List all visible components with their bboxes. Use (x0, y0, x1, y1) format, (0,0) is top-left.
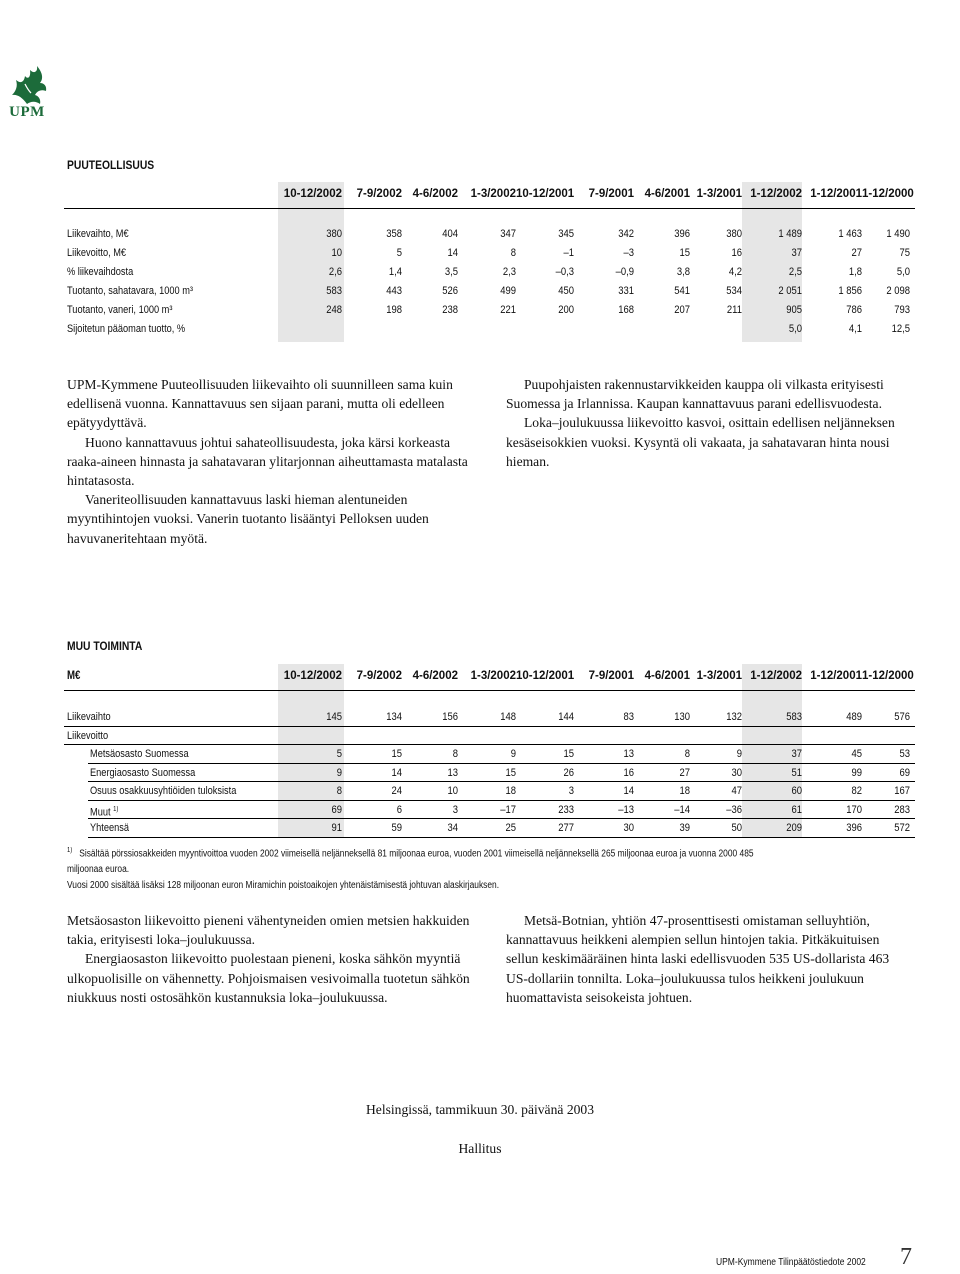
table-cell: –36 (726, 803, 742, 816)
row-label-text: Liikevoitto (67, 729, 109, 742)
table-cell: 15 (679, 247, 690, 259)
page-number: 7 (900, 1244, 912, 1270)
table-cell: 1 463 (838, 228, 862, 240)
muu-text-right (506, 911, 912, 1007)
table-cell: 45 (851, 748, 862, 760)
table-cell: 905 (786, 304, 802, 316)
footer-text: UPM-Kymmene Tilinpäätöstiedote 2002 (716, 1257, 866, 1268)
row-label (90, 764, 195, 782)
footnote-line: Sisältää pörssiosakkeiden myyntivoittoa vuoden 2002 viimeisellä neljänneksellä 81 miljoonaa euroa, vuoden 2001 viimeisellä neljänneksellä 265 miljoonaa euroa ja vuonna 2000 485 miljoonaa euroa. (67, 848, 754, 876)
footnote-line: Vuosi 2000 sisältää lisäksi 128 miljoonan euron Miramichin poistoaikojen yhtenäistämisestä johtuvan alaskirjauksen. (67, 880, 500, 892)
griffin-icon (4, 64, 50, 106)
table-cell: 170 (846, 803, 862, 816)
table-row (64, 819, 915, 837)
table-cell: 380 (726, 228, 742, 240)
row-label (67, 727, 108, 745)
column-header: 1-3/2002 (470, 670, 516, 682)
column-header: 10-12/2002 (283, 188, 342, 200)
table-cell: 526 (442, 285, 458, 297)
table-row (64, 282, 915, 300)
table-cell: 16 (623, 766, 634, 779)
table-cell: 18 (505, 785, 516, 797)
row-label-text: Tuotanto, vaneri, 1000 m³ (67, 304, 173, 316)
table-cell: 499 (500, 285, 516, 297)
table-cell: 53 (899, 748, 910, 760)
column-header: 7-9/2001 (588, 188, 634, 200)
table-cell: 277 (558, 822, 574, 834)
column-header: 1-3/2002 (470, 188, 516, 200)
column-header: 7-9/2001 (588, 670, 634, 682)
table-cell: 1,4 (388, 266, 402, 278)
table-row (64, 782, 915, 800)
table-cell: 16 (731, 247, 742, 259)
paragraph: Metsäosaston liikevoitto pieneni vähentyneiden omien metsien hakkuiden takia, erityisesti loka–joulukuussa. (67, 913, 470, 948)
row-label-text: Muut (90, 806, 111, 819)
column-header: 1-12/2001 (810, 188, 862, 200)
column-header: 4-6/2001 (644, 670, 690, 682)
column-header: 1-12/2000 (862, 188, 914, 200)
table-cell: 132 (726, 711, 742, 723)
muu-text-left (67, 911, 477, 1007)
table-cell: 168 (618, 304, 634, 316)
table-cell: 27 (679, 766, 690, 779)
table-cell: 2 051 (778, 285, 802, 297)
table-cell: 12,5 (891, 323, 910, 335)
puuteollisuus-table (64, 182, 915, 342)
table-cell: 4,2 (728, 266, 742, 278)
paragraph: Huono kannattavuus johtui sahateollisuudesta, joka kärsi korkeasta raaka-aineen hinnasta ja sahatavaran ylitarjonnan aiheuttamasta matalasta hintatasosta. (67, 434, 468, 489)
row-label (90, 782, 236, 800)
table-cell: 83 (623, 711, 634, 723)
table-cell: 583 (326, 285, 342, 297)
column-header: 10-12/2001 (516, 188, 575, 200)
table-cell: 25 (505, 822, 516, 834)
table-cell: 99 (851, 766, 862, 779)
footnote-ref: 1) (113, 805, 119, 813)
column-header: 4-6/2002 (412, 188, 458, 200)
table-cell: 4,1 (848, 323, 862, 335)
column-header: 4-6/2002 (412, 670, 458, 682)
table-cell: 534 (726, 285, 742, 297)
unit-label: M€ (67, 670, 81, 682)
table-cell: 1 489 (778, 228, 802, 240)
table-cell: 5,0 (788, 323, 802, 335)
table-cell: 793 (894, 304, 910, 316)
table-cell: 443 (386, 285, 402, 297)
table-row (64, 708, 915, 726)
paragraph: Loka–joulukuussa liikevoitto kasvoi, osittain edellisen neljänneksen kesäseisokkien vuoksi. Kysyntä oli vakaata, ja sahatavaran hinta nousi hieman. (506, 415, 895, 469)
table-cell: –1 (563, 247, 574, 259)
table-cell: 198 (386, 304, 402, 316)
row-label-text: Liikevaihto, M€ (67, 228, 129, 240)
table-cell: 167 (894, 785, 910, 797)
puuteollisuus-text-right (506, 375, 906, 471)
row-label (90, 745, 189, 763)
table-cell: 283 (894, 803, 910, 816)
signature-signer: Hallitus (458, 1141, 502, 1156)
row-label-text: Metsäosasto Suomessa (90, 748, 189, 760)
table-cell: 69 (899, 766, 910, 779)
table-cell: 3 (568, 785, 574, 797)
table-cell: 342 (618, 228, 634, 240)
table-row (64, 244, 915, 262)
table-cell: 248 (326, 304, 342, 316)
row-label (67, 708, 111, 726)
table-cell: 209 (786, 822, 802, 834)
table-cell: 1 490 (886, 228, 910, 240)
table-header-row (64, 667, 915, 685)
table-cell: 404 (442, 228, 458, 240)
column-header: 1-12/2001 (810, 670, 862, 682)
row-label (67, 263, 133, 281)
table-cell: 91 (331, 822, 342, 834)
table-cell: 5 (336, 748, 342, 760)
column-header: 1-12/2002 (750, 188, 802, 200)
table-cell: 207 (674, 304, 690, 316)
table-row (64, 801, 915, 819)
table-cell: 30 (623, 822, 634, 834)
table-cell: 13 (447, 766, 458, 779)
table-cell: 59 (391, 822, 402, 834)
table-cell: –3 (623, 247, 634, 259)
table-row (64, 320, 915, 338)
row-label-text: Energiaosasto Suomessa (90, 766, 196, 779)
table-cell: 15 (391, 748, 402, 760)
row-label-text: Liikevaihto (67, 711, 111, 723)
table-cell: 9 (736, 748, 742, 760)
table-cell: 2,6 (328, 266, 342, 278)
table-cell: 5,0 (896, 266, 910, 278)
table-cell: 15 (505, 766, 516, 779)
table-cell: 26 (563, 766, 574, 779)
puuteollisuus-text-left (67, 375, 475, 548)
row-label-text: Sijoitetun pääoman tuotto, % (67, 323, 186, 335)
table-cell: 5 (396, 247, 402, 259)
table-cell: 144 (558, 711, 574, 723)
row-label-text: % liikevaihdosta (67, 266, 134, 278)
table-cell: 2 098 (886, 285, 910, 297)
table-header-row (64, 185, 915, 203)
table-cell: 786 (846, 304, 862, 316)
section-title-muu-toiminta: MUU TOIMINTA (67, 639, 143, 653)
row-label (67, 244, 126, 262)
row-label (67, 282, 193, 300)
table-cell: 380 (326, 228, 342, 240)
table-cell: 61 (791, 803, 802, 816)
table-cell: 8 (336, 785, 342, 797)
header-rule (64, 690, 915, 691)
table-cell: 211 (726, 304, 742, 316)
table-cell: 3,8 (676, 266, 690, 278)
table-cell: 221 (500, 304, 516, 316)
table-cell: 130 (674, 711, 690, 723)
table-cell: 1 856 (838, 285, 862, 297)
table-cell: 8 (452, 748, 458, 760)
table-row (64, 301, 915, 319)
table-cell: –14 (674, 803, 690, 816)
table-cell: 34 (447, 822, 458, 834)
column-header: 1-3/2001 (696, 188, 742, 200)
table-cell: 541 (674, 285, 690, 297)
table-cell: 396 (674, 228, 690, 240)
table-cell: 82 (851, 785, 862, 797)
table-cell: 30 (731, 766, 742, 779)
table-cell: 583 (786, 711, 802, 723)
paragraph: Puupohjaisten rakennustarvikkeiden kauppa oli vilkasta erityisesti Suomessa ja Irlannissa. Kaupan kannattavuus parani edellisvuodesta. (506, 377, 884, 412)
row-label-text: Tuotanto, sahatavara, 1000 m³ (67, 285, 194, 297)
table-cell: 10 (331, 247, 342, 259)
table-cell: 37 (791, 748, 802, 760)
table-cell: 134 (386, 711, 402, 723)
table-cell: 3,5 (444, 266, 458, 278)
logo-text: UPM (9, 104, 45, 120)
row-label-text: Yhteensä (90, 822, 130, 834)
table-cell: 14 (391, 766, 402, 779)
column-header: 10-12/2001 (516, 670, 575, 682)
column-header: 7-9/2002 (356, 188, 402, 200)
table-cell: 3 (452, 803, 458, 816)
table-cell: 69 (331, 803, 342, 816)
table-cell: 60 (791, 785, 802, 797)
table-cell: 2,3 (502, 266, 516, 278)
table-row (64, 263, 915, 281)
column-header: 1-3/2001 (696, 670, 742, 682)
row-label (67, 301, 172, 319)
table-cell: 2,5 (788, 266, 802, 278)
row-label (67, 320, 185, 338)
table-cell: 347 (500, 228, 516, 240)
table-cell: 450 (558, 285, 574, 297)
signature-place-date: Helsingissä, tammikuun 30. päivänä 2003 (365, 1102, 595, 1117)
table-cell: 37 (791, 247, 802, 259)
table-cell: 13 (623, 748, 634, 760)
table-cell: 50 (731, 822, 742, 834)
table-cell: 331 (618, 285, 634, 297)
column-header: 10-12/2002 (283, 670, 342, 682)
table-cell: 15 (563, 748, 574, 760)
table-cell: 145 (326, 711, 342, 723)
table-cell: –0,9 (615, 266, 634, 278)
header-rule (64, 208, 915, 209)
table-row (64, 745, 915, 763)
table-cell: 396 (846, 822, 862, 834)
table-cell: 27 (851, 247, 862, 259)
table-cell: 24 (391, 785, 402, 797)
table-cell: 18 (679, 785, 690, 797)
row-label (67, 225, 129, 243)
table-cell: 10 (447, 785, 458, 797)
table-cell: 9 (510, 748, 516, 760)
table-row (64, 764, 915, 782)
table-cell: 8 (684, 748, 690, 760)
paragraph: Metsä-Botnian, yhtiön 47-prosenttisesti omistaman selluyhtiön, kannattavuus heikkeni alempien sellun hintojen takia. Pitkäkuituisen sellun keskimääräinen hinta laski edellisvuoden 535 US-dollarista 463 US-dollariin tonnilta. Loka–joulukuussa tulos heikkeni joulukuun huomattavista seisokeista johtuen. (506, 913, 890, 1005)
muu-toiminta-table (64, 664, 915, 838)
column-header: 1-12/2000 (862, 670, 914, 682)
table-cell: 47 (731, 785, 742, 797)
table-cell: 75 (899, 247, 910, 259)
table-cell: –13 (618, 803, 634, 816)
table-cell: 39 (679, 822, 690, 834)
section-title-puuteollisuus: PUUTEOLLISUUS (67, 158, 155, 172)
table-row (64, 225, 915, 243)
paragraph: Vaneriteollisuuden kannattavuus laski hieman alentuneiden myyntihintojen vuoksi. Vanerin tuotanto lisääntyi Pelloksen uuden havuvaneritehtaan myötä. (67, 492, 429, 546)
table-cell: 6 (396, 803, 402, 816)
table-cell: –17 (500, 803, 516, 816)
table-cell: 51 (791, 766, 802, 779)
row-label-text: Osuus osakkuusyhtiöiden tuloksista (90, 785, 237, 797)
row-underline (88, 837, 915, 838)
paragraph: Energiaosaston liikevoitto puolestaan pieneni, koska sähkön myyntiä ulkopuolisille on vähennetty. Pohjoismaisen vesivoimalla tuotetun sähkön niukkuus nosti ostosähkön kustannuksia loka–joulukuussa. (67, 951, 470, 1005)
column-header: 4-6/2001 (644, 188, 690, 200)
footnote (67, 843, 789, 894)
column-header: 1-12/2002 (750, 670, 802, 682)
table-cell: 14 (447, 247, 458, 259)
table-cell: 358 (386, 228, 402, 240)
table-cell: 1,8 (848, 266, 862, 278)
column-header: 7-9/2002 (356, 670, 402, 682)
table-cell: 233 (558, 803, 574, 816)
table-cell: 345 (558, 228, 574, 240)
table-row (64, 727, 915, 745)
table-cell: 156 (442, 711, 458, 723)
table-cell: 8 (510, 247, 516, 259)
table-cell: –0,3 (555, 266, 574, 278)
row-label-text: Liikevoitto, M€ (67, 247, 127, 259)
table-cell: 238 (442, 304, 458, 316)
table-cell: 576 (894, 711, 910, 723)
table-cell: 489 (846, 711, 862, 723)
table-cell: 9 (336, 766, 342, 779)
table-cell: 200 (558, 304, 574, 316)
footnote-marker: 1) (67, 847, 73, 854)
table-cell: 148 (500, 711, 516, 723)
table-cell: 572 (894, 822, 910, 834)
table-cell: 14 (623, 785, 634, 797)
row-label (90, 819, 129, 837)
paragraph: UPM-Kymmene Puuteollisuuden liikevaihto oli suunnilleen sama kuin edellisenä vuonna. Kannattavuus sen sijaan parani, mutta oli edelleen epätyydyttävä. (67, 377, 453, 431)
